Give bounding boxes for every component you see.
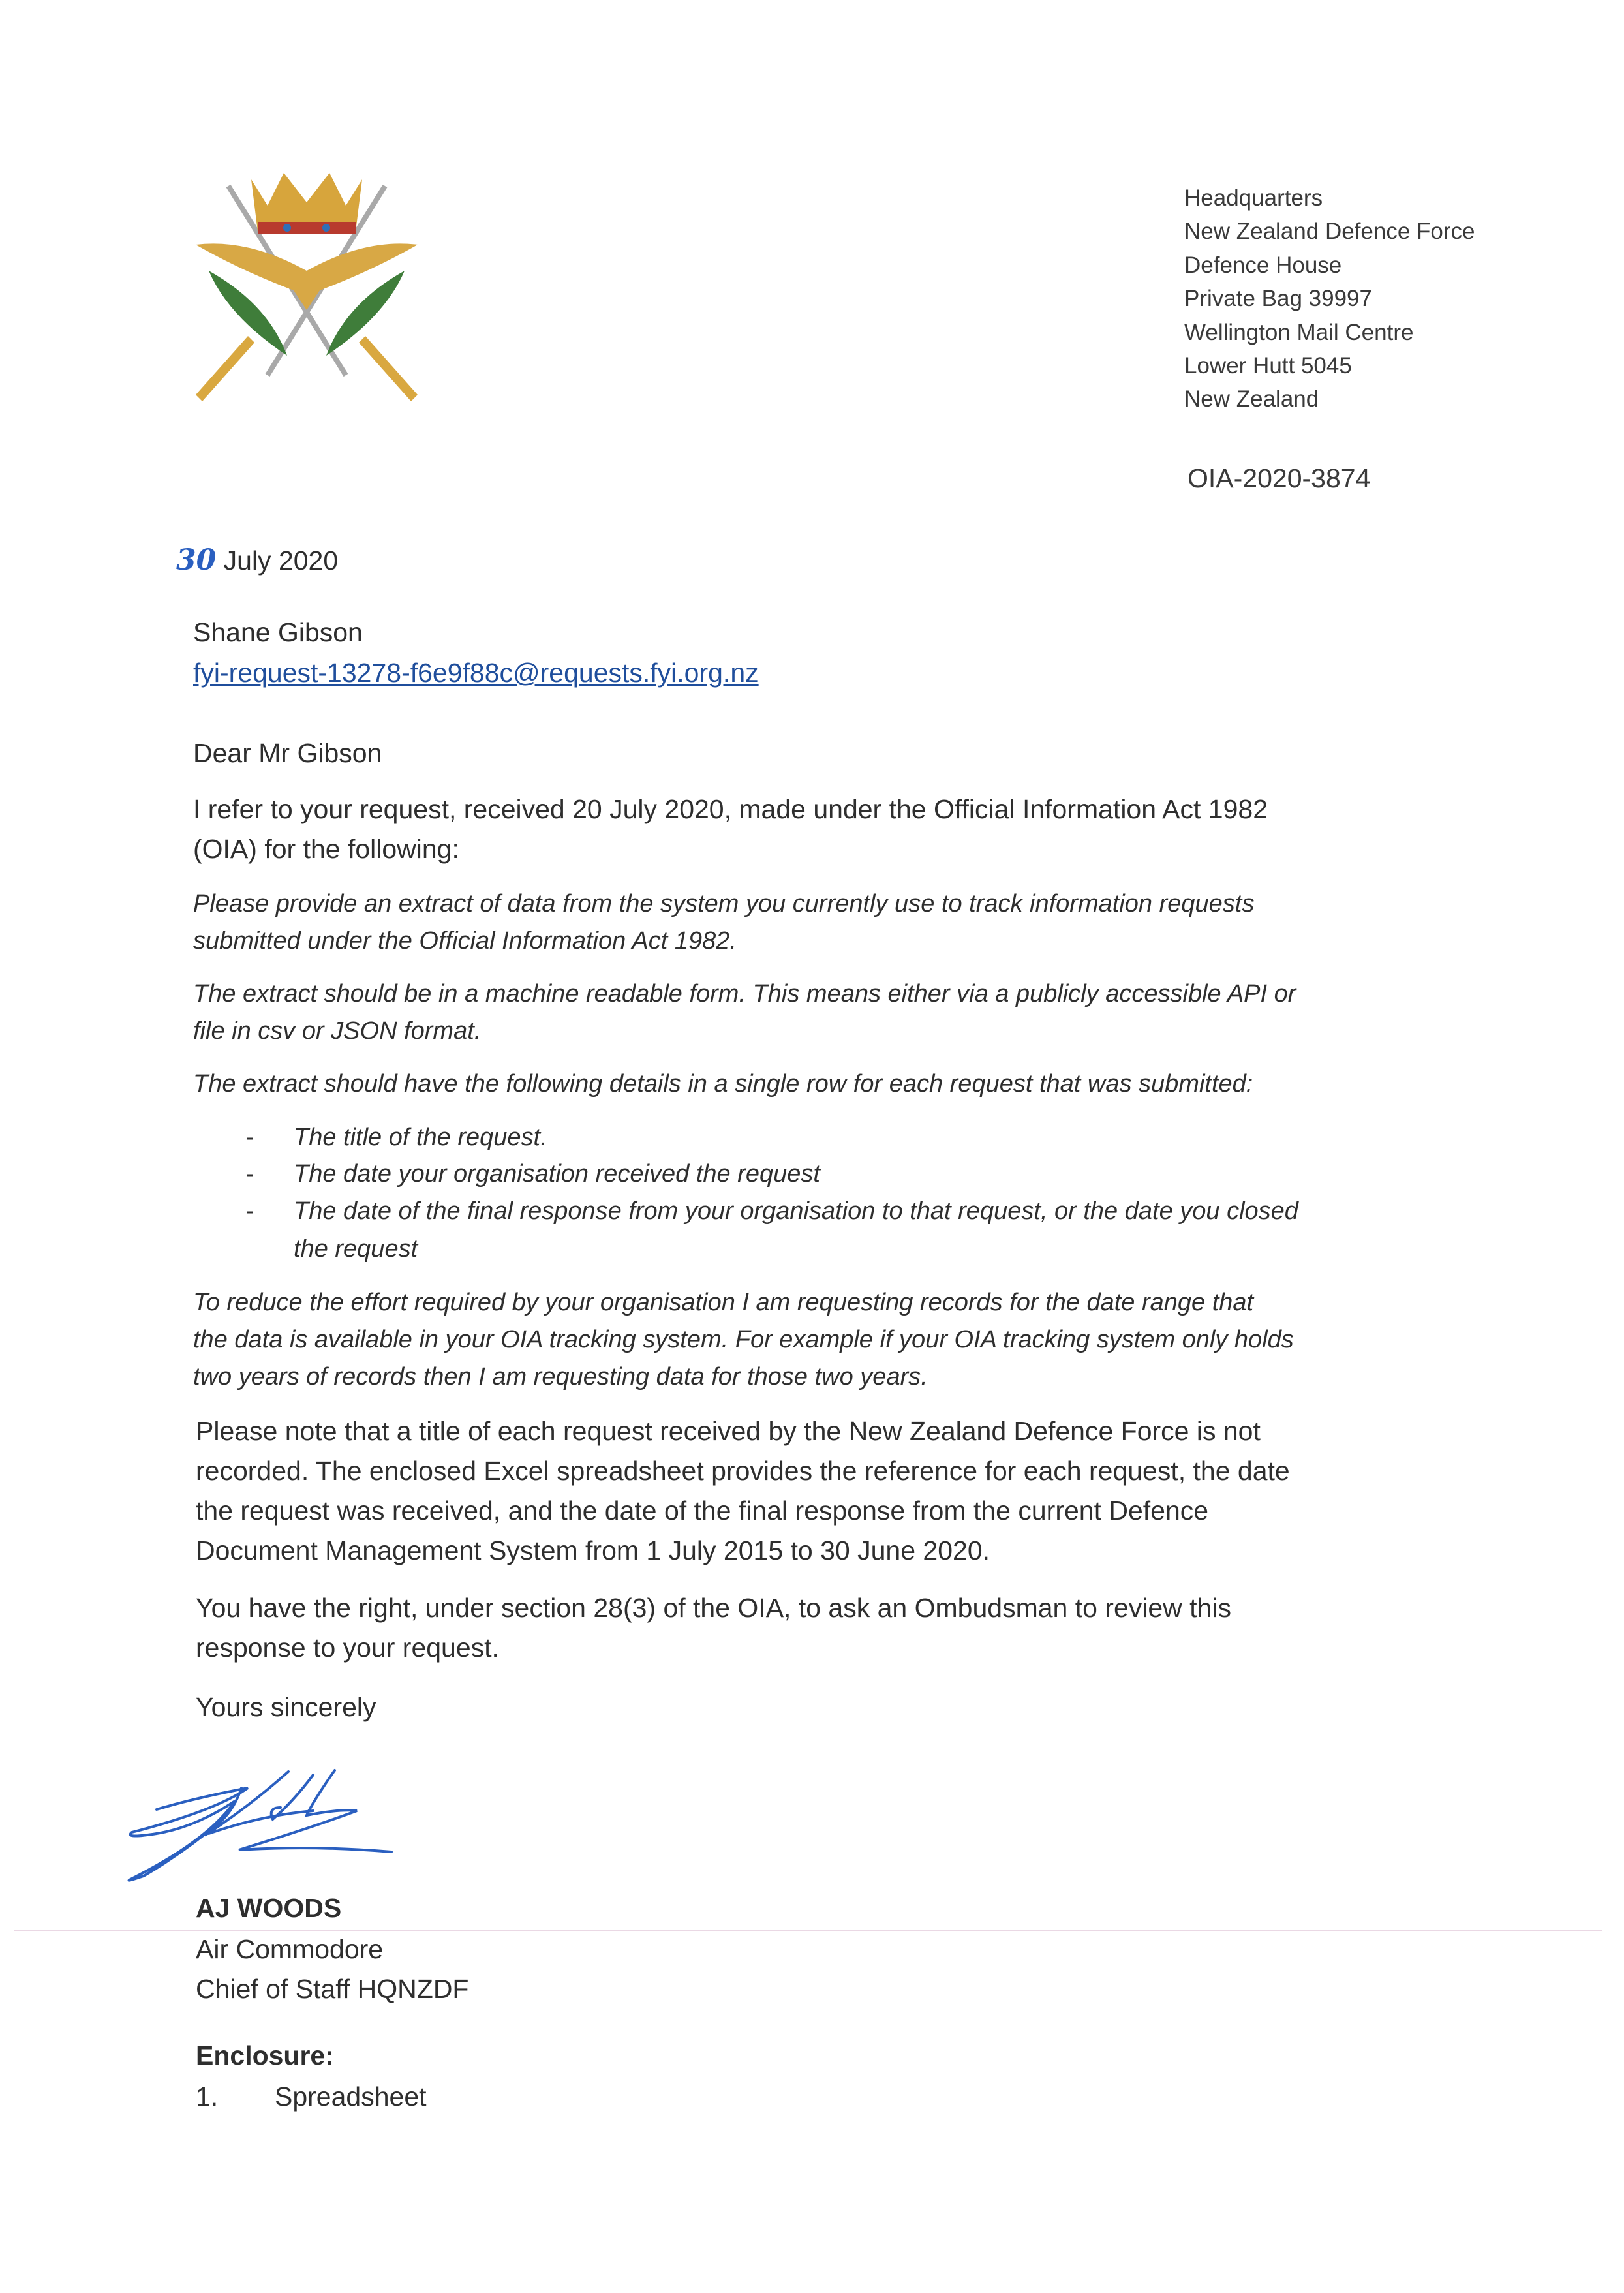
bullet-item-continued: the request <box>294 1235 418 1263</box>
quoted-request-p3: The extract should have the following details in a single row for each request that was submitted: <box>193 1070 1253 1098</box>
enclosure-item-label: Spreadsheet <box>275 2082 427 2112</box>
text-line: the request was received, and the date of the final response from the current Defence <box>196 1496 1209 1526</box>
text-line: You have the right, under section 28(3) of the OIA, to ask an Ombudsman to review this <box>196 1593 1231 1623</box>
rights-paragraph <box>196 1588 1231 1668</box>
bullet-marker: - <box>245 1124 254 1151</box>
sender-address <box>1184 181 1475 416</box>
recipient-name: Shane Gibson <box>193 617 363 647</box>
salutation: Dear Mr Gibson <box>193 738 382 768</box>
quoted-request-p4 <box>193 1284 1294 1396</box>
text-line: To reduce the effort required by your organisation I am requesting records for the date range that <box>193 1289 1254 1316</box>
handwritten-day: 30 <box>176 544 217 577</box>
bullet-item: The date of the final response from your organisation to that request, or the date you closed <box>294 1197 1298 1225</box>
recipient-email-link[interactable]: fyi-request-13278-f6e9f88c@requests.fyi.org.nz <box>193 658 759 688</box>
address-line: Private Bag 39997 <box>1184 286 1372 312</box>
bullet-marker: - <box>245 1160 254 1188</box>
bullet-item: The date your organisation received the request <box>294 1160 820 1188</box>
signatory-title: Chief of Staff HQNZDF <box>196 1974 469 2004</box>
text-line: file in csv or JSON format. <box>193 1017 482 1045</box>
address-line: Defence House <box>1184 252 1342 278</box>
date-month-year: July 2020 <box>223 546 339 576</box>
letter-date <box>176 540 338 581</box>
text-line: recorded. The enclosed Excel spreadsheet provides the reference for each request, the date <box>196 1456 1290 1486</box>
address-line: Wellington Mail Centre <box>1184 319 1414 345</box>
quoted-request-p1 <box>193 885 1254 960</box>
closing: Yours sincerely <box>196 1692 376 1722</box>
text-line: Document Management System from 1 July 2015 to 30 June 2020. <box>196 1535 990 1565</box>
text-line: the data is available in your OIA tracking system. For example if your OIA tracking system only holds <box>193 1326 1294 1353</box>
signatory-rank: Air Commodore <box>196 1934 384 1964</box>
address-line: New Zealand <box>1184 386 1319 412</box>
bullet-item: The title of the request. <box>294 1124 547 1151</box>
response-paragraph <box>196 1411 1290 1571</box>
bullet-marker: - <box>245 1197 254 1225</box>
enclosure-item-number: 1. <box>196 2082 219 2112</box>
address-line: Headquarters <box>1184 185 1323 211</box>
text-line: response to your request. <box>196 1633 499 1663</box>
reference-number: OIA-2020-3874 <box>1187 463 1371 493</box>
text-line: two years of records then I am requesting data for those two years. <box>193 1363 928 1391</box>
text-line: Please note that a title of each request received by the New Zealand Defence Force is not <box>196 1416 1261 1446</box>
quoted-request-p2 <box>193 976 1296 1050</box>
signatory-name: AJ WOODS <box>196 1893 342 1923</box>
text-line: I refer to your request, received 20 July 2020, made under the Official Information Act 1982 <box>193 794 1268 824</box>
intro-paragraph <box>193 790 1268 869</box>
nzdf-crest-logo <box>189 160 424 405</box>
text-line: submitted under the Official Information Act 1982. <box>193 927 737 955</box>
address-line: Lower Hutt 5045 <box>1184 353 1352 379</box>
text-line: The extract should be in a machine readable form. This means either via a publicly accessible API or <box>193 980 1296 1008</box>
text-line: (OIA) for the following: <box>193 834 459 864</box>
enclosure-heading: Enclosure: <box>196 2040 334 2070</box>
address-line: New Zealand Defence Force <box>1184 219 1475 245</box>
text-line: Please provide an extract of data from the system you currently use to track information requests <box>193 890 1255 917</box>
